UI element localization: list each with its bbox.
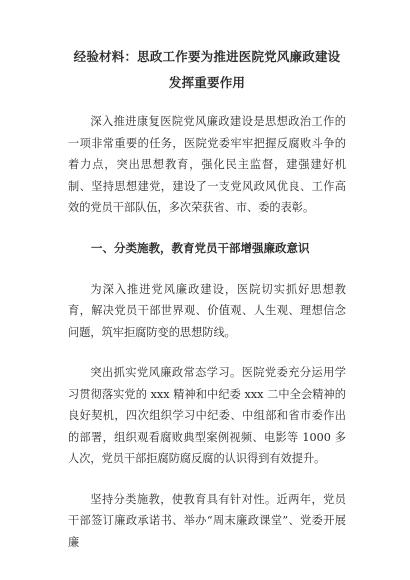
body-paragraph-3: 坚持分类施教，使教育具有针对性。近两年，党员干部签订廉政承诺书、举办“周末廉政课堂”、党委开展廉 bbox=[68, 492, 346, 549]
document-title: 经验材料：思政工作要为推进医院党风廉政建设发挥重要作用 bbox=[73, 49, 341, 90]
body-paragraph-2: 突出抓实党风廉政常态学习。医院党委充分运用学习贯彻落实党的 xxx 精神和中纪委 xxx 二中全会精神的良好契机，四次组织学习中纪委、中组部和省市委作出的部署，组织观看腐败典型案例视频、电影等 1000 多人次，党员干部拒腐防腐反腐的认识得到有效提升。 bbox=[68, 366, 346, 465]
body-paragraph-1: 为深入推进党风廉政建设，医院切实抓好思想教育，解决党员干部世界观、价值观、人生观、理想信念问题，筑牢拒腐防变的思想防线。 bbox=[68, 282, 346, 339]
intro-paragraph: 深入推进康复医院党风廉政建设是思想政治工作的一项非常重要的任务，医院党委牢牢把握反腐败斗争的着力点，突出思想教育，强化民主监督，建强建好机制、坚持思想建党，建设了一支党风政风优良、工作高效的党员干部队伍，多次荣获省、市、委的表彰。 bbox=[68, 115, 346, 214]
section-heading-1: 一、分类施教，教育党员干部增强廉政意识 bbox=[91, 240, 310, 255]
